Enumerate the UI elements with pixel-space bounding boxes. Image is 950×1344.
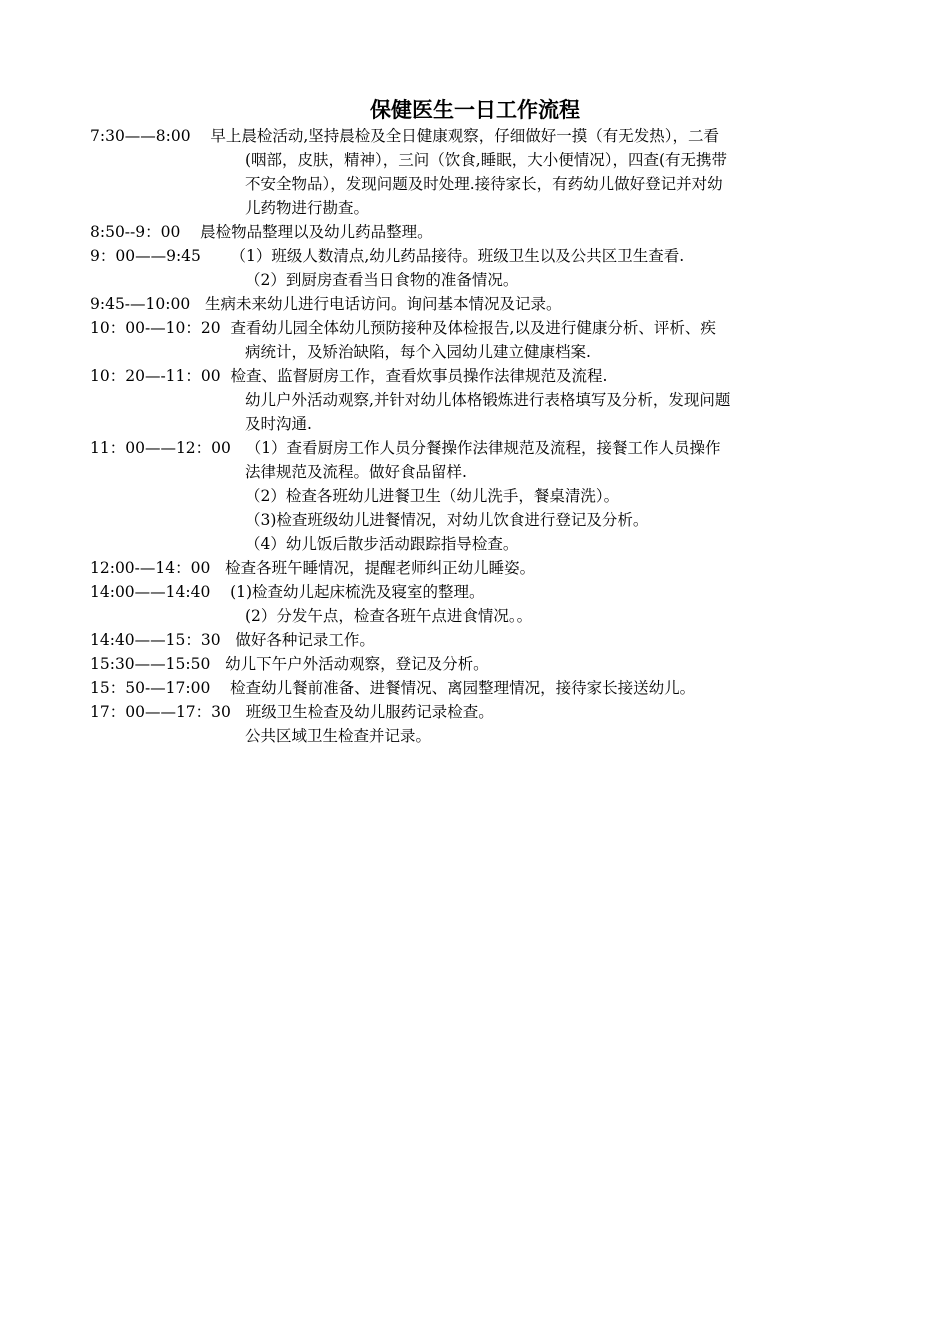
entry-gap [190,295,205,313]
entry-continuation-line: 公共区域卫生检查并记录。 [245,727,432,745]
entry-description: 晨检物品整理以及幼儿药品整理。 [200,223,433,241]
document-page [90,96,860,748]
entry-continuation-line: 不安全物品），发现问题及时处理.接待家长，有药幼儿做好登记并对幼 [245,175,723,193]
entry-continuation-line: 儿药物进行勘查。 [245,199,370,217]
entry-continuation-line: （4）幼儿饭后散步活动跟踪指导检查。 [245,535,519,553]
entry-first-line [90,244,860,268]
entry-description: 幼儿下午户外活动观察，登记及分析。 [225,655,489,673]
entry-time: 17：00——17：30 [90,703,231,721]
entry-first-line [90,436,860,460]
entry-gap [231,703,246,721]
entry-time: 7:30——8:00 [90,127,191,145]
entry-gap [210,559,225,577]
schedule-entry [90,580,860,628]
schedule-list [90,124,860,748]
entry-description: 查看幼儿园全体幼儿预防接种及体检报告,以及进行健康分析、评析、疾 [230,319,716,337]
schedule-entry [90,436,860,556]
entry-continuation-line: （2）检查各班幼儿进餐卫生（幼儿洗手，餐桌清洗）。 [245,487,620,505]
entry-continuation-line: 幼儿户外活动观察,并针对幼儿体格锻炼进行表格填写及分析，发现问题 [245,391,731,409]
entry-time: 8:50--9：00 [90,223,181,241]
entry-first-line [90,556,860,580]
entry-gap [221,367,231,385]
page-title: 保健医生一日工作流程 [370,98,580,122]
entry-gap [231,439,246,457]
entry-time: 11：00——12：00 [90,439,231,457]
schedule-entry [90,292,860,316]
entry-first-line [90,220,860,244]
entry-continuation-line: 及时沟通. [245,415,312,433]
entry-continuation-line: （2）到厨房查看当日食物的准备情况。 [245,271,519,289]
entry-gap [180,223,200,241]
schedule-entry [90,220,860,244]
entry-description: 早上晨检活动,坚持晨检及全日健康观察，仔细做好一摸（有无发热），二看 [210,127,720,145]
entry-continuation-line: 法律规范及流程。做好食品留样. [245,463,467,481]
entry-gap [210,679,230,697]
entry-gap [210,655,225,673]
entry-continuation-line: (咽部，皮肤，精神），三问（饮食,睡眠，大小便情况），四查(有无携带 [245,151,728,169]
entry-description: （1）班级人数清点,幼儿药品接待。班级卫生以及公共区卫生查看. [230,247,685,265]
entry-time: 14:40——15：30 [90,631,221,649]
entry-time: 12:00-—14：00 [90,559,211,577]
entry-first-line [90,292,860,316]
entry-gap [210,583,230,601]
entry-gap [191,127,211,145]
schedule-entry [90,556,860,580]
entry-continuation-line: (2）分发午点，检查各班午点进食情况。。 [245,607,533,625]
entry-time: 10：00-—10：20 [90,319,221,337]
entry-continuation-line: 病统计，及矫治缺陷，每个入园幼儿建立健康档案. [245,343,591,361]
schedule-entry [90,700,860,748]
entry-time: 9:45-—10:00 [90,295,191,313]
schedule-entry [90,652,860,676]
entry-gap [221,319,231,337]
schedule-entry [90,628,860,652]
entry-first-line [90,676,860,700]
schedule-entry [90,124,860,220]
entry-description: 班级卫生检查及幼儿服药记录检查。 [245,703,494,721]
entry-time: 15:30——15:50 [90,655,211,673]
entry-gap [201,247,231,265]
entry-gap [221,631,236,649]
entry-description: 做好各种记录工作。 [235,631,375,649]
entry-first-line [90,124,860,148]
entry-description: （1）查看厨房工作人员分餐操作法律规范及流程，接餐工作人员操作 [245,439,721,457]
entry-description: 检查各班午睡情况，提醒老师纠正幼儿睡姿。 [225,559,536,577]
entry-description: (1)检查幼儿起床梳洗及寝室的整理。 [230,583,485,601]
entry-time: 15：50-—17:00 [90,679,211,697]
entry-first-line [90,628,860,652]
entry-description: 检查幼儿餐前准备、进餐情况、离园整理情况，接待家长接送幼儿。 [230,679,696,697]
entry-first-line [90,700,860,724]
schedule-entry [90,676,860,700]
entry-description: 生病未来幼儿进行电话访问。询问基本情况及记录。 [205,295,562,313]
schedule-entry [90,316,860,364]
entry-first-line [90,316,860,340]
entry-time: 9：00——9:45 [90,247,201,265]
entry-first-line [90,652,860,676]
entry-continuation-line: （3)检查班级幼儿进餐情况，对幼儿饮食进行登记及分析。 [245,511,649,529]
entry-first-line [90,580,860,604]
schedule-entry [90,364,860,436]
entry-first-line [90,364,860,388]
entry-time: 10：20—-11：00 [90,367,221,385]
entry-time: 14:00——14:40 [90,583,211,601]
schedule-entry [90,244,860,292]
entry-description: 检查、监督厨房工作，查看炊事员操作法律规范及流程. [230,367,608,385]
